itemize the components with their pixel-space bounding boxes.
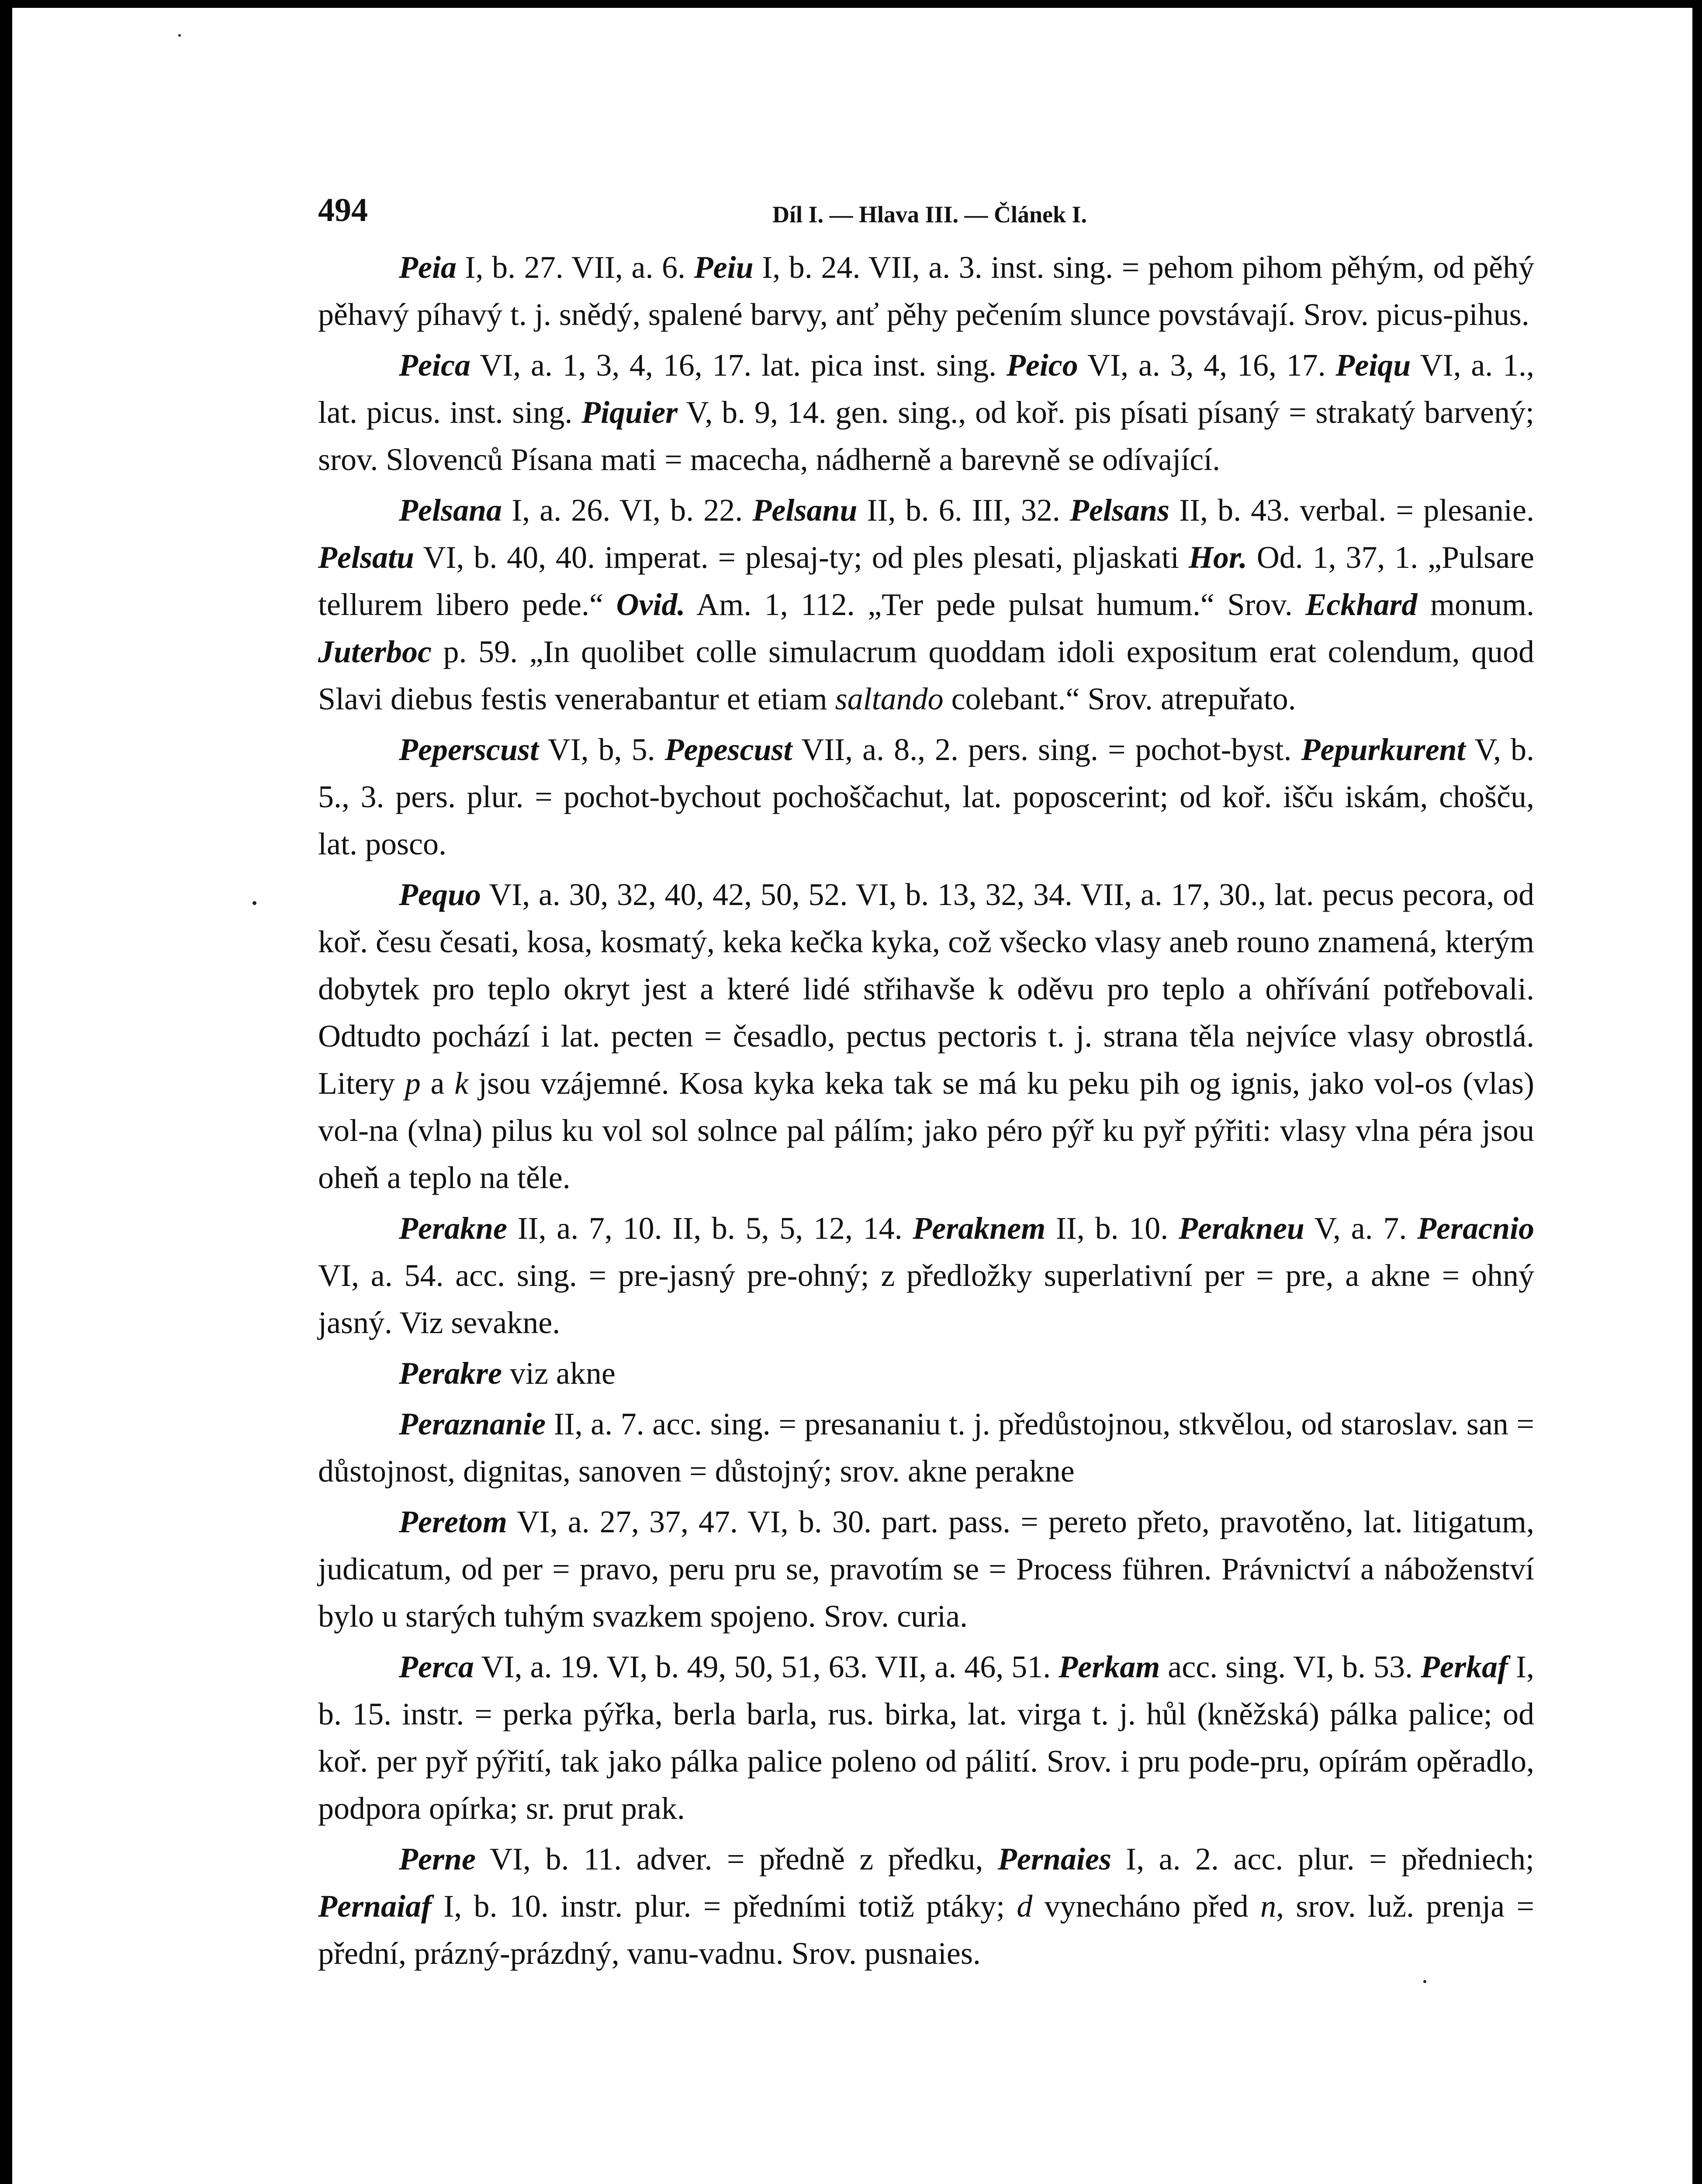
entry-headword: Peia	[399, 250, 457, 285]
entry-text: a	[420, 1066, 455, 1101]
entry-text: VI, b, 5.	[538, 732, 665, 767]
print-speck	[178, 34, 181, 37]
entry-headword: Perakre	[399, 1356, 502, 1391]
entry-headword: Pepurkurent	[1301, 732, 1466, 767]
entry-headword: Peraknem	[913, 1211, 1046, 1246]
italic-term: d	[1017, 1889, 1033, 1924]
entry-text: VI, a. 3, 4, 16, 17.	[1078, 348, 1336, 383]
dictionary-entry	[318, 1498, 1534, 1640]
italic-term: p	[405, 1066, 421, 1101]
dictionary-entry	[318, 1400, 1534, 1495]
print-speck	[1423, 1980, 1426, 1983]
entry-text: VI, a. 1., lat. picus. inst. sing.	[318, 348, 1535, 430]
entry-text: acc. sing. VI, b. 53.	[1160, 1649, 1421, 1684]
entry-text: colebant.“ Srov. atrepuřato.	[943, 681, 1296, 716]
entry-text: II, a. 7. acc. sing. = presananiu t. j. předůstojnou, stkvělou, od staroslav. san = důstojnost, dignitas, sanoven = důstojný; srov. akne perakne	[318, 1406, 1534, 1489]
entry-text: viz akne	[502, 1356, 616, 1391]
entry-text: I, b. 27. VII, a. 6.	[456, 250, 694, 285]
dictionary-entry	[318, 1205, 1534, 1346]
page-number: 494	[318, 192, 368, 228]
entry-text: VI, a. 30, 32, 40, 42, 50, 52. VI, b. 13, 32, 34. VII, a. 17, 30., lat. pecus pecora, od koř. česu česati, kosa, kosmatý, keka kečka kyka, což všecko vlasy aneb rouno znamená, kterým dobytek pro teplo okryt jest a které lidé střihavše k oděvu pro teplo a ohřívání potřebovali. Odtudto pochází i lat. pecten = česadlo, pectus pectoris t. j. strana těla nejvíce vlasy obrostlá. Litery	[318, 877, 1534, 1101]
entry-text: jsou vzájemné. Kosa kyka keka tak se má ku peku pih og ignis, jako vol-os (vlas) vol-na (vlna) pilus ku vol sol solnce pal pálím; jako péro pýř ku pyř pýřiti: vlasy vlna péra jsou oheň a teplo na těle.	[318, 1066, 1534, 1195]
entry-headword: Pelsana	[399, 493, 502, 528]
entry-text: , srov. luž. prenja = přední, prázný-prázdný, vanu-vadnu. Srov. pusnaies.	[318, 1889, 1535, 1971]
entry-headword: Peica	[399, 348, 470, 383]
entry-headword: Eckhard	[1305, 587, 1418, 622]
entry-headword: Perakne	[399, 1211, 507, 1246]
entry-headword: Pepescust	[664, 732, 792, 767]
entry-text: VI, a. 1, 3, 4, 16, 17. lat. pica inst. sing.	[470, 348, 1007, 383]
entry-text: II, a. 7, 10. II, b. 5, 5, 12, 14.	[507, 1211, 913, 1246]
entry-text: I, b. 15. instr. = perka pýřka, berla barla, rus. birka, lat. virga t. j. hůl (kněžská) pálka palice; od koř. per pyř pýřití, tak jako pálka palice poleno od pálití. Srov. i pru pode-pru, opírám opěradlo, podpora opírka; sr. prut prak.	[318, 1649, 1534, 1826]
entry-text: VI, a. 54. acc. sing. = pre-jasný pre-ohný; z předložky superlativní per = pre, a akne = ohný jasný. Viz sevakne.	[318, 1258, 1534, 1340]
entry-headword: Perca	[399, 1649, 474, 1684]
entry-text: VI, b. 11. adver. = předně z předku,	[475, 1842, 998, 1876]
entry-headword: Pelsatu	[318, 540, 415, 575]
entry-headword: Piquier	[581, 395, 678, 430]
entry-text: II, b. 6. III, 32.	[857, 493, 1070, 528]
entry-headword: Perkaf	[1421, 1649, 1508, 1684]
entry-headword: Peiqu	[1335, 348, 1411, 383]
dictionary-entry	[318, 1643, 1534, 1832]
entry-headword: Peraznanie	[399, 1406, 546, 1441]
entry-headword: Peiu	[694, 250, 754, 285]
dictionary-entry	[318, 342, 1534, 483]
entry-text: I, b. 24. VII, a. 3. inst. sing. = pehom pihom pěhým, od pěhý pěhavý píhavý t. j. snědý, spalené barvy, anť pěhy pečením slunce povstávají. Srov. picus-pihus.	[318, 250, 1534, 332]
entry-headword: Juterboc	[318, 634, 432, 669]
entry-headword: Pequo	[399, 877, 481, 912]
entry-headword: Peracnio	[1417, 1211, 1534, 1246]
running-head: Díl I. — Hlava III. — Článek I.	[772, 201, 1087, 228]
dictionary-entry	[318, 871, 1534, 1201]
entry-text: V, a. 7.	[1304, 1211, 1418, 1246]
print-speck	[253, 901, 256, 905]
italic-term: k	[454, 1066, 469, 1101]
entry-text: I, a. 26. VI, b. 22.	[502, 493, 753, 528]
entry-headword: Ovid.	[616, 587, 685, 622]
entry-text: monum.	[1417, 587, 1535, 622]
entry-headword: Perkam	[1059, 1649, 1160, 1684]
entry-text: vynecháno před	[1032, 1889, 1261, 1924]
dictionary-entry	[318, 487, 1534, 722]
entry-text: VI, a. 27, 37, 47. VI, b. 30. part. pass. = pereto přeto, pravotěno, lat. litigatum, judicatum, od per = pravo, peru pru se, pravotím se = Process führen. Právnictví a náboženství bylo u starých tuhým svazkem spojeno. Srov. curia.	[318, 1504, 1534, 1634]
entry-text: V, b. 9, 14. gen. sing., od koř. pis písati písaný = strakatý barvený; srov. Slovenců Písana mati = macecha, nádherně a barevně se odívající.	[318, 395, 1534, 477]
dictionary-body	[318, 244, 1534, 1980]
entry-headword: Hor.	[1188, 540, 1247, 575]
entry-text: I, b. 10. instr. plur. = předními totiž ptáky;	[431, 1889, 1017, 1924]
entry-text: V, b. 5., 3. pers. plur. = pochot-bychout pochoščachut, lat. poposcerint; od koř. išču iskám, chošču, lat. posco.	[318, 732, 1534, 861]
entry-headword: Peperscust	[399, 732, 539, 767]
entry-text: I, a. 2. acc. plur. = předniech;	[1111, 1842, 1534, 1876]
entry-text: p. 59. „In quolibet colle simulacrum quoddam idoli expositum erat colendum, quod Slavi diebus festis venerabantur et etiam	[318, 634, 1534, 716]
entry-headword: Pelsans	[1069, 493, 1169, 528]
scanned-page	[12, 8, 1692, 2184]
entry-text: II, b. 10.	[1045, 1211, 1179, 1246]
italic-term: n	[1260, 1889, 1276, 1924]
entry-headword: Pernaiaf	[318, 1889, 432, 1924]
dictionary-entry	[318, 726, 1534, 867]
entry-text: Od. 1, 37, 1. „Pulsare tellurem libero pede.“	[318, 540, 1534, 622]
entry-headword: Peico	[1006, 348, 1078, 383]
entry-text: VII, a. 8., 2. pers. sing. = pochot-byst.	[792, 732, 1301, 767]
entry-headword: Pelsanu	[752, 493, 858, 528]
entry-headword: Peretom	[399, 1504, 507, 1539]
entry-headword: Perakneu	[1178, 1211, 1304, 1246]
entry-headword: Perne	[399, 1842, 476, 1876]
dictionary-entry	[318, 1835, 1534, 1977]
entry-text: Am. 1, 112. „Ter pede pulsat humum.“ Srov.	[685, 587, 1306, 622]
entry-text: VI, b. 40, 40. imperat. = plesaj-ty; od ples plesati, pljaskati	[414, 540, 1189, 575]
entry-text: II, b. 43. verbal. = plesanie.	[1169, 493, 1534, 528]
dictionary-entry	[318, 1350, 1534, 1397]
entry-headword: Pernaies	[997, 1842, 1111, 1876]
page-header	[318, 191, 1541, 239]
dictionary-entry	[318, 244, 1534, 338]
entry-text: VI, a. 19. VI, b. 49, 50, 51, 63. VII, a. 46, 51.	[474, 1649, 1059, 1684]
italic-term: saltando	[835, 681, 944, 716]
